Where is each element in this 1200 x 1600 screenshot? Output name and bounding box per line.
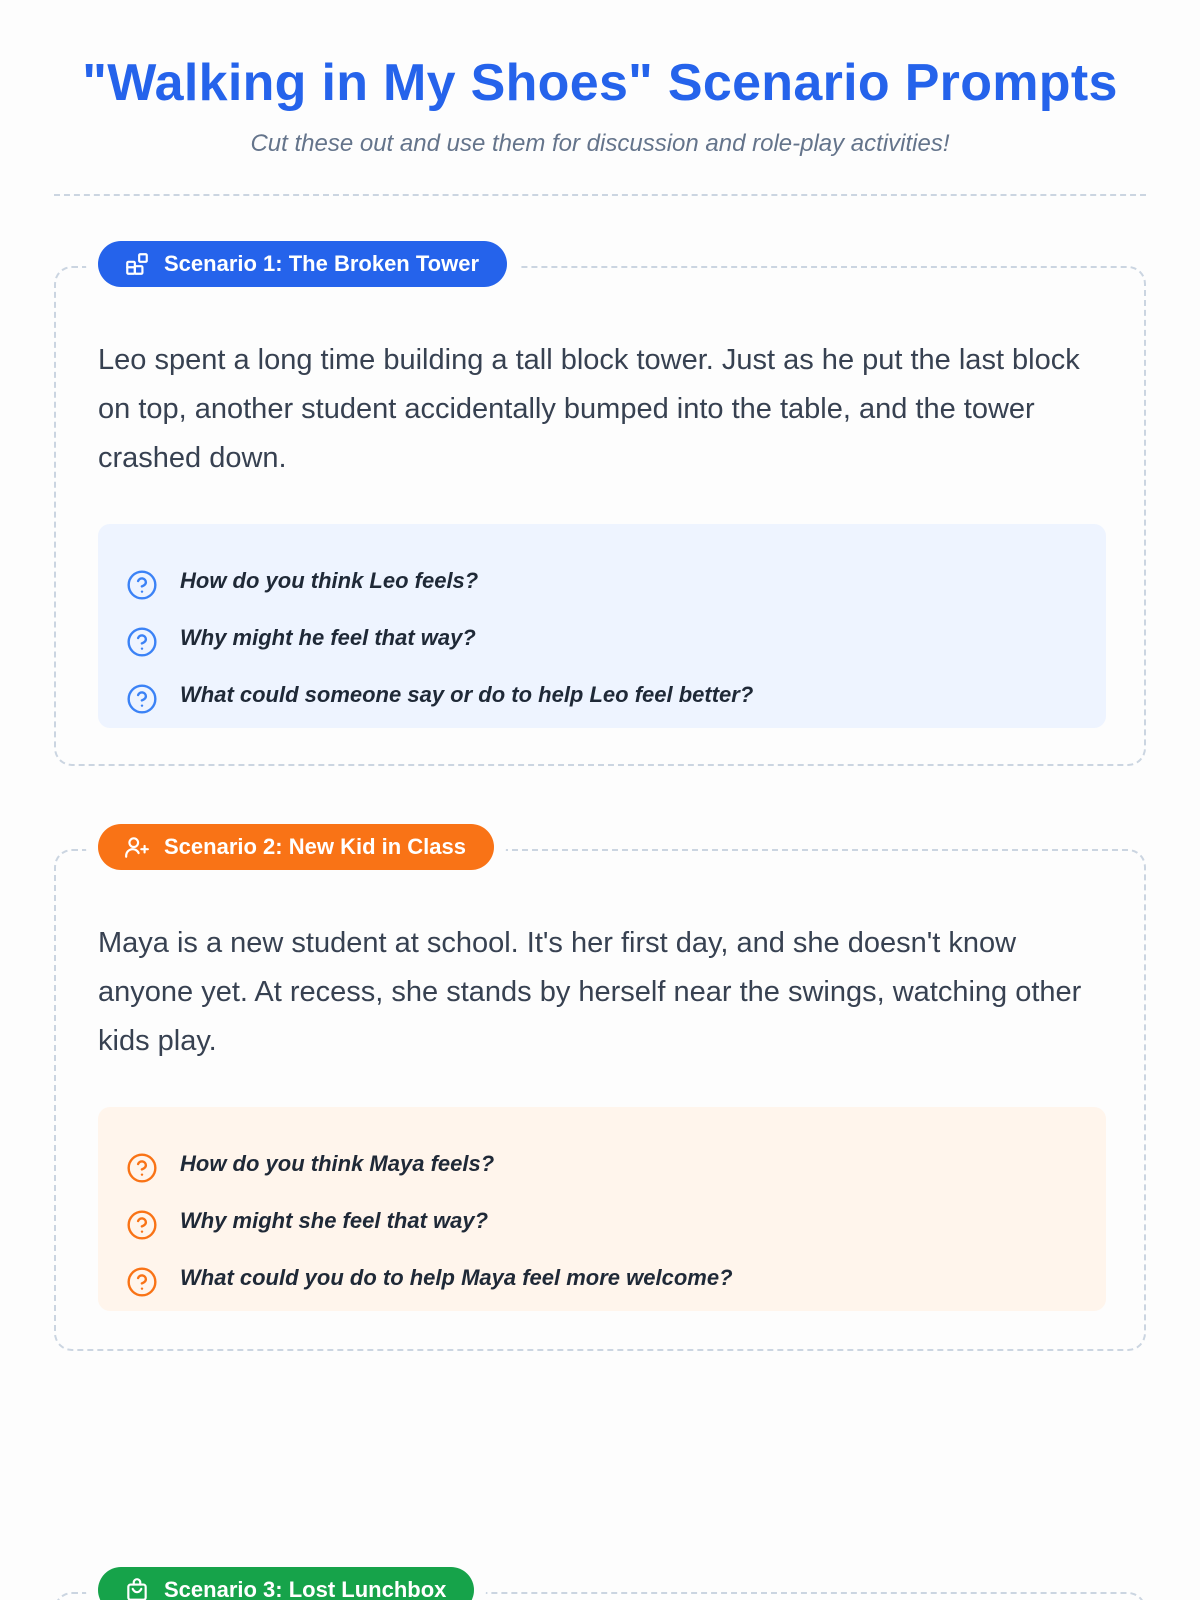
scenario-1-story: Leo spent a long time building a tall block tower. Just as he put the last block on top, another student accidentally bumped into the table, and the tower crashed down. xyxy=(98,344,1080,474)
question-text: How do you think Maya feels? xyxy=(180,1150,495,1176)
scenario-card-2 xyxy=(54,834,1146,1351)
lunchbox-icon xyxy=(124,1577,150,1600)
page-title: "Walking in My Shoes" Scenario Prompts xyxy=(82,54,1118,112)
page-subtitle: Cut these out and use them for discussion and role-play activities! xyxy=(250,130,950,157)
scenario-card-3 xyxy=(54,1577,1146,1600)
question-item xyxy=(126,666,1078,723)
scenario-1-tag xyxy=(98,241,507,287)
blocks-icon xyxy=(124,251,150,277)
scenario-1-title: Scenario 1: The Broken Tower xyxy=(164,251,480,276)
scenario-2-title: Scenario 2: New Kid in Class xyxy=(164,834,466,859)
scenario-card-1 xyxy=(54,251,1146,766)
question-circle-icon xyxy=(126,1152,158,1184)
question-item xyxy=(126,1192,1078,1249)
question-circle-icon xyxy=(126,626,158,658)
question-circle-icon xyxy=(126,569,158,601)
question-text: How do you think Leo feels? xyxy=(180,567,479,593)
question-circle-icon xyxy=(126,1266,158,1298)
user-plus-icon xyxy=(124,834,150,860)
question-item xyxy=(126,1249,1078,1306)
question-circle-icon xyxy=(126,1209,158,1241)
scenario-2-questions xyxy=(98,1107,1106,1311)
question-circle-icon xyxy=(126,683,158,715)
question-item xyxy=(126,552,1078,609)
scenario-2-tag xyxy=(98,824,494,870)
question-text: Why might he feel that way? xyxy=(180,624,476,650)
cut-line-divider xyxy=(54,194,1146,196)
question-item xyxy=(126,1135,1078,1192)
question-text: What could you do to help Maya feel more welcome? xyxy=(180,1264,733,1290)
scenario-3-title: Scenario 3: Lost Lunchbox xyxy=(164,1577,447,1600)
question-text: Why might she feel that way? xyxy=(180,1207,489,1233)
scenario-1-questions xyxy=(98,524,1106,728)
question-item xyxy=(126,609,1078,666)
scenario-3-tag xyxy=(98,1567,474,1600)
scenario-2-story: Maya is a new student at school. It's her first day, and she doesn't know anyone yet. At recess, she stands by herself near the swings, watching other kids play. xyxy=(98,927,1082,1057)
question-text: What could someone say or do to help Leo feel better? xyxy=(180,681,754,707)
